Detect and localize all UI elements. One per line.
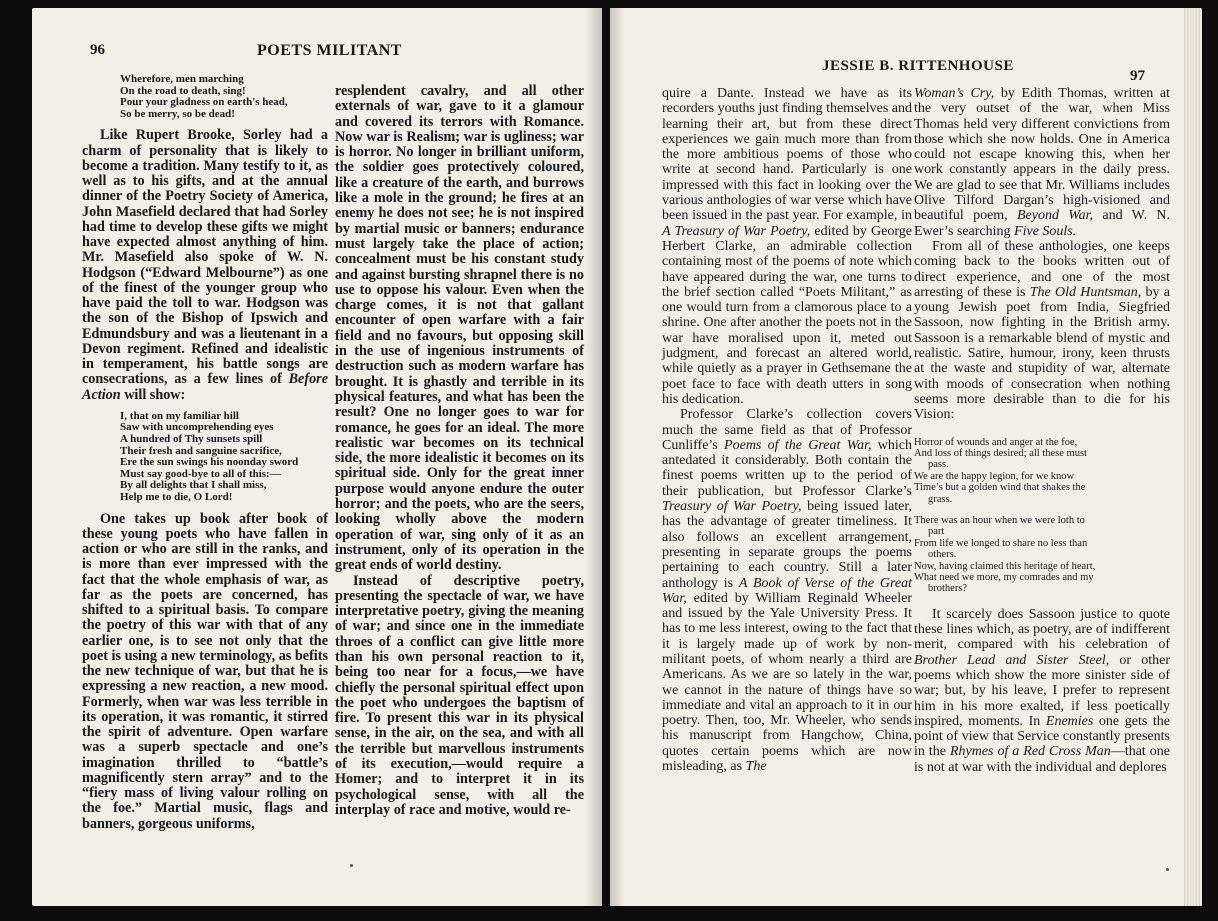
gutter-shadow	[584, 8, 602, 906]
verse-line: Must say good-bye to all of this:—	[120, 467, 281, 480]
verse-line: Ere the sun swings his noonday sword	[120, 456, 299, 469]
verse-line: We are the happy legion, for we know	[914, 470, 1075, 482]
verse-line: There was an hour when we were loth to	[914, 514, 1085, 526]
paragraph: From all of these anthologies, one keeps coming back to the books written out of direct experience, and one of the most arresting of these is The Old Huntsman, by a young Jewish poet from India, Siegfried Sassoon, now fighting in the British army. Sassoon is a remarkable blend of mystic and realistic. Satire, humour, irony, keen thrusts at the waste and stupidity of war, alternate with moods of consecration when nothing seems more desirable than to die for his Vision:	[914, 238, 1171, 423]
verse-quote-sassoon-2	[914, 515, 1170, 595]
left-page	[32, 8, 602, 906]
verse-line: Wherefore, men marching	[120, 73, 244, 85]
page-number-left: 96	[90, 42, 105, 58]
page-edges	[1184, 8, 1202, 906]
verse-line: By all delights that I shall miss,	[120, 479, 267, 492]
right-page	[610, 8, 1202, 906]
paragraph: It scarcely does Sassoon justice to quote these lines which, as poetry, are of indifferent merit, compared with his celebration of Brother Lead and Sister Steel, or other poems which show the more sinister side of war; but, by his leave, I prefer to represent him in his more exalted, if less poetically inspired, moments. In Enemies one gets the point of view that Service constantly presents in the Rhymes of a Red Cross Man—that one is not at war with the individual and deplores	[914, 606, 1170, 775]
verse-line: grass.	[928, 493, 953, 505]
verse-line: Help me to die, O Lord!	[120, 491, 233, 504]
verse-line: Now, having claimed this heritage of heart,	[914, 560, 1096, 572]
verse-line: others.	[928, 549, 957, 561]
paragraph: resplendent cavalry, and all other externals of war, gave to it a glamour and covered its terrors with Romance. Now war is Realism; war is ugliness; war is horror. No longer in brilliant uniform, the soldier goes protectively coloured, like a creature of the earth, and burrows like a mole in the ground; he fires at an enemy he does not see; he is not inspired by martial music or banners; endurance must largely take the place of action; concealment must be his constant study and against bursting shrapnel there is no use to oppose his valour. Even when the charge comes, it is not that gallant encounter of open warfare with a fair field and no favours, but opposing skill in the use of ingenious instruments of destruction such as modern warfare has brought. It is ghastly and terrible in its physical features, and what has been the result? One no longer goes to war for romance, he goes for an ideal. The more realistic war becomes on its technical side, the more idealistic it becomes on its spiritual side. Only for the great inner purpose would anyone endure the outer horror; and the poets, who are the seers, looking wholly above the modern operation of war, sing only of it as an instrument, only of its operation in the great ends of world destiny.	[335, 83, 584, 574]
verse-line: On the road to death, sing!	[120, 84, 246, 97]
verse-line: Time’s but a golden wind that shakes the	[914, 482, 1086, 494]
gutter-shadow	[610, 8, 624, 906]
paragraph: Professor Clarke’s collection covers much the same field as that of Professor Cunliffe’s Poems of the Great War, which antedated it considerably. Both contain the finest poems written up to the period of their publication, but Professor Clarke’s Treasury of War Poetry, being issued later, has the advantage of greater timeliness. It also follows an excellent arrangement, presenting in separate groups the poems pertaining to each country. Still a later anthology is A Book of Verse of the Great War, edited by William Reginald Wheeler and issued by the Yale University Press. It has to me less interest, owing to the fact that it is largely made up of work by non-militant poets, of whom nearly a third are Americans. As we are so lately in the war, we cannot in the nature of things have so immediate and vital an approach to it in our poetry. Then, too, Mr. Wheeler, who sends his manuscript from Hangchow, China, quotes certain poems which are now misleading, as The	[662, 407, 912, 775]
verse-line: And loss of things desired; all these must	[914, 447, 1087, 459]
left-column-2	[335, 84, 584, 818]
verse-line: part	[928, 526, 945, 538]
page-speck	[1166, 868, 1169, 871]
verse-line: Pour your gladness on earth's head,	[120, 96, 288, 109]
verse-line: A hundred of Thy sunsets spill	[120, 433, 263, 446]
right-column-2	[914, 86, 1170, 775]
page-number-right: 97	[1130, 68, 1145, 84]
paragraph: One takes up book after book of these young poets who have fallen in action or who are still in the ranks, and is more than ever impressed with the fact that the whole emphasis of war, as far as the poets are concerned, has shifted to a spiritual basis. To compare the poetry of this war with that of any earlier one, is to see not only that the poet is using a new terminology, as befits the new technique of war, but that he is expressing a new reaction, a new mood. Formerly, when war was less terrible in its operation, it was romantic, it stirred the spirit of adventure. Open warfare was a superb spectacle and one’s imagination thrilled to “battle’s magnificently stern array” and to the “fiery mass of living valour rolling on the foe.” Martial music, flags and banners, gorgeous uniforms,	[82, 510, 328, 832]
paragraph: quire a Dante. Instead we have as its recorders youths just finding themselves and learning their art, but from these direct experiences we gain much more than from the more ambitious poems of those who write at second hand. Particularly is one impressed with this fact in looking over the various anthologies of war verse which have been issued in the past year. For example, in A Treasury of War Poetry, edited by George Herbert Clarke, an admirable collection containing most of the poems of note which have appeared during the war, one turns to the brief section called “Poets Militant,” as one would turn from a clamorous place to a shrine. One after another the poets not in the war have moralised upon it, meted out judgment, and forecast an altered world, while quietly as a prayer in Gethsemane the poet face to face with death utters in song his dedication.	[662, 86, 913, 407]
paragraph: Instead of descriptive poetry, presenting the spectacle of war, we have interpretative poetry, giving the meaning of war; and since one in the immediate throes of a conflict can give little more than his own personal reaction to it, being too near for a focus,—we have chiefly the personal spiritual effect upon the poet who undergoes the baptism of fire. To present this war in its physical sense, in the air, on the sea, and with all the terrible but marvellous instruments of its execution,—would require a Homer; and to interpret it in its psychological sense, with all the interplay of race and motive, would re-	[335, 572, 584, 818]
verse-line: I, that on my familiar hill	[120, 409, 239, 422]
verse-line: Saw with uncomprehending eyes	[120, 421, 274, 434]
left-column-1	[82, 74, 328, 832]
paragraph: Woman’s Cry, by Edith Thomas, written at the very outset of the war, when Miss Thomas held very different convictions from those which she now holds. One in America could not escape knowing this, when her work constantly appears in the daily press. We are glad to see that Mr. Williams includes Olive Tilford Dargan’s high-visioned and beautiful poem, Beyond War, and W. N. Ewer’s searching Five Souls.	[914, 86, 1170, 239]
verse-line: pass.	[928, 459, 949, 471]
verse-line: What need we more, my comrades and my	[914, 572, 1094, 583]
right-column-1	[662, 86, 912, 774]
verse-line: Horror of wounds and anger at the foe,	[914, 436, 1078, 448]
verse-line: Their fresh and sanguine sacrifice,	[120, 444, 282, 457]
verse-quote-top	[120, 74, 328, 120]
verse-quote-before-action	[120, 411, 328, 504]
running-head-right: JESSIE B. RITTENHOUSE	[822, 58, 1014, 74]
verse-quote-sassoon-1	[914, 437, 1170, 505]
verse-line: brothers?	[928, 583, 968, 595]
running-head-left: POETS MILITANT	[257, 42, 402, 59]
page-speck	[350, 864, 353, 867]
verse-line: So be merry, so be dead!	[120, 107, 235, 120]
verse-line: From life we longed to share no less than	[914, 537, 1088, 549]
paragraph: Like Rupert Brooke, Sorley had a charm of personality that is likely to become a tradition. Many testify to it, as well as to his gifts, and at the annual dinner of the Poetry Society of America, John Masefield declared that had Sorley had time to develop these gifts we might have expected almost anything of him. Mr. Masefield also spoke of W. N. Hodgson (“Edward Melbourne”) as one of the finest of the younger group who have paid the toll to war. Hodgson was the son of the Bishop of Ipswich and Edmundsbury and was a lieutenant in a Devon regiment. Refined and idealistic in temperament, his battle songs are consecrations, as a few lines of Before Action will show:	[82, 127, 328, 403]
